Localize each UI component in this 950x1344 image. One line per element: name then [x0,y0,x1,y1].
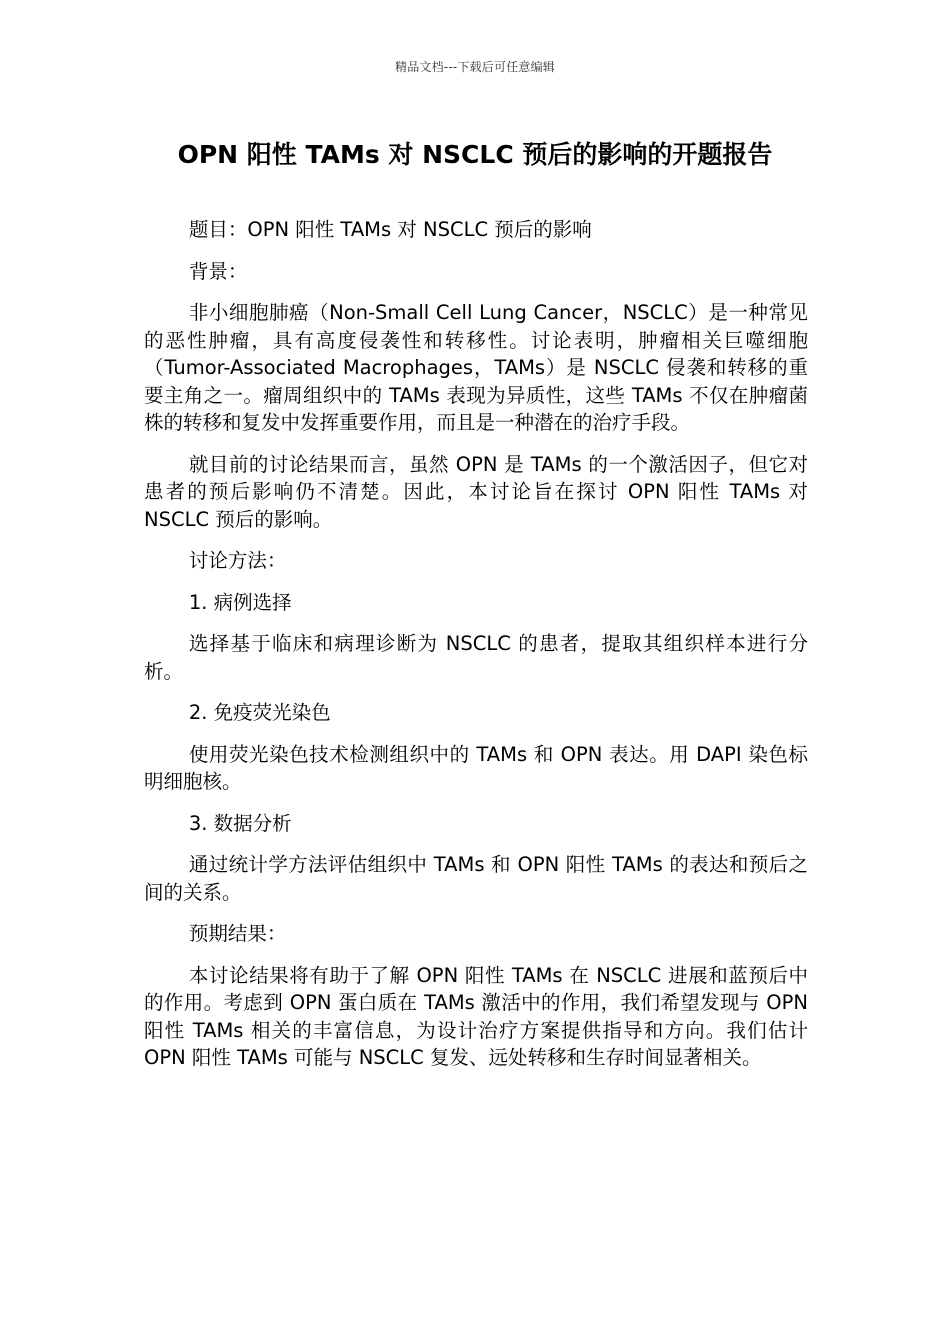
section-heading-methods: 讨论方法： [188,549,287,572]
method-item-1-text: 选择基于临床和病理诊断为 NSCLC 的患者，提取其组织样本进行分析。 [144,632,808,683]
background-paragraph-2: 就目前的讨论结果而言，虽然 OPN 是 TAMs 的一个激活因子，但它对患者的预后影响仍不清楚。因此，本讨论旨在探讨 OPN 阳性 TAMs 对 NSCLC 预后的影响。 [144,452,808,531]
document-title: OPN 阳性 TAMs 对 NSCLC 预后的影响的开题报告 [177,140,773,169]
method-item-2-heading: 2. 免疫荧光染色 [188,701,331,724]
document-body [144,216,808,1086]
background-paragraph-1: 非小细胞肺癌（Non-Small Cell Lung Cancer，NSCLC）是一种常见的恶性肿瘤，具有高度侵袭性和转移性。讨论表明，肿瘤相关巨噬细胞（Tumor-Associated Macrophages，TAMs）是 NSCLC 侵袭和转移的重要主角之一。瘤周组织中的 TAMs 表现为异质性，这些 TAMs 不仅在肿瘤菌株的转移和复发中发挥重要作用，而且是一种潜在的治疗手段。 [144,301,808,434]
header-note: 精品文档---下载后可任意编辑 [395,60,555,74]
expected-results-paragraph: 本讨论结果将有助于了解 OPN 阳性 TAMs 在 NSCLC 进展和蓝预后中的作用。考虑到 OPN 蛋白质在 TAMs 激活中的作用，我们希望发现与 OPN 阳性 TAMs 相关的丰富信息，为设计治疗方案提供指导和方向。我们估计 OPN 阳性 TAMs 可能与 NSCLC 复发、远处转移和生存时间显著相关。 [144,963,808,1069]
method-item-1-heading: 1. 病例选择 [188,590,292,614]
method-item-3-heading: 3. 数据分析 [188,811,292,835]
method-item-2-text: 使用荧光染色技术检测组织中的 TAMs 和 OPN 表达。用 DAPI 染色标明细胞核。 [144,742,808,793]
topic-line: 题目：OPN 阳性 TAMs 对 NSCLC 预后的影响 [188,218,592,241]
method-item-3-text: 通过统计学方法评估组织中 TAMs 和 OPN 阳性 TAMs 的表达和预后之间的关系。 [144,853,808,904]
section-heading-expected-results: 预期结果： [188,922,287,945]
section-heading-background: 背景： [188,259,248,283]
